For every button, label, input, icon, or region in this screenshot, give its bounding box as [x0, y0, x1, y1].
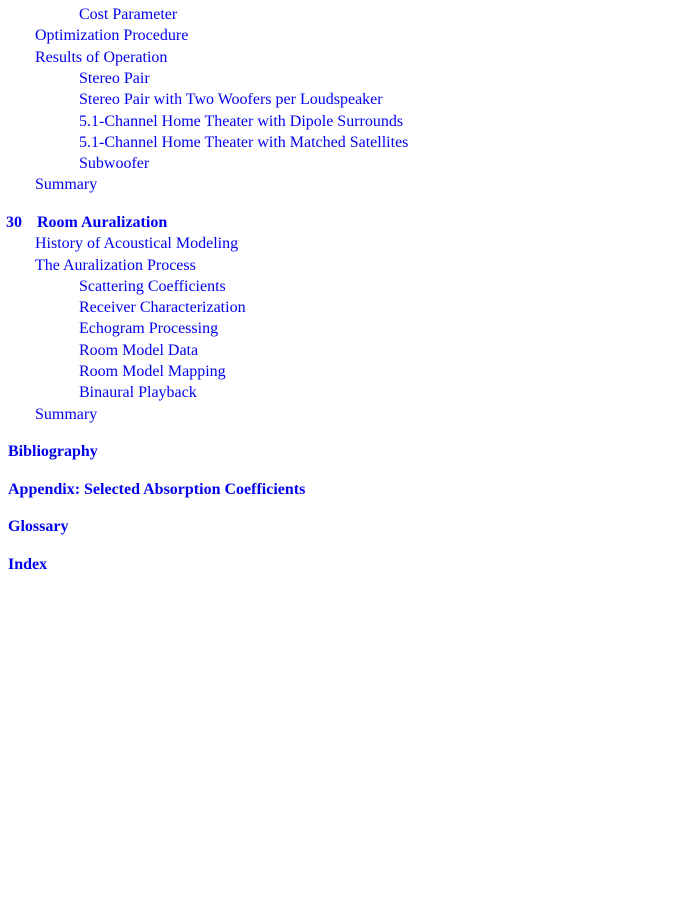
toc-link-home-theater-matched[interactable]: 5.1-Channel Home Theater with Matched Satellites	[79, 134, 409, 151]
toc-link-summary-prev[interactable]: Summary	[35, 176, 98, 193]
toc-link-room-model-mapping[interactable]: Room Model Mapping	[79, 363, 226, 380]
toc-link-history-acoustical-modeling[interactable]: History of Acoustical Modeling	[35, 235, 239, 252]
toc-link-glossary[interactable]: Glossary	[8, 518, 69, 535]
chapter-number: 30	[6, 214, 22, 231]
toc-link-scattering-coefficients[interactable]: Scattering Coefficients	[79, 278, 226, 295]
toc-link-optimization-procedure[interactable]: Optimization Procedure	[35, 27, 189, 44]
toc-link-stereo-pair[interactable]: Stereo Pair	[79, 70, 150, 87]
toc-link-room-model-data[interactable]: Room Model Data	[79, 342, 199, 359]
toc-link-subwoofer[interactable]: Subwoofer	[79, 155, 150, 172]
toc-link-summary-ch30[interactable]: Summary	[35, 406, 98, 423]
toc-link-home-theater-dipole[interactable]: 5.1-Channel Home Theater with Dipole Surrounds	[79, 113, 404, 130]
toc-link-room-auralization[interactable]: Room Auralization	[37, 214, 168, 231]
toc-link-echogram-processing[interactable]: Echogram Processing	[79, 320, 219, 337]
chapter-heading	[0, 212, 695, 233]
toc-link-stereo-pair-two-woofers[interactable]: Stereo Pair with Two Woofers per Loudspeaker	[79, 91, 383, 108]
toc-link-cost-parameter[interactable]: Cost Parameter	[79, 6, 178, 23]
toc-link-appendix[interactable]: Appendix: Selected Absorption Coefficients	[8, 481, 306, 498]
toc-link-index[interactable]: Index	[8, 556, 48, 573]
toc-link-auralization-process[interactable]: The Auralization Process	[35, 257, 196, 274]
toc-link-binaural-playback[interactable]: Binaural Playback	[79, 384, 197, 401]
toc-link-bibliography[interactable]: Bibliography	[8, 443, 98, 460]
toc-link-results-of-operation[interactable]: Results of Operation	[35, 49, 168, 66]
toc-link-receiver-characterization[interactable]: Receiver Characterization	[79, 299, 246, 316]
